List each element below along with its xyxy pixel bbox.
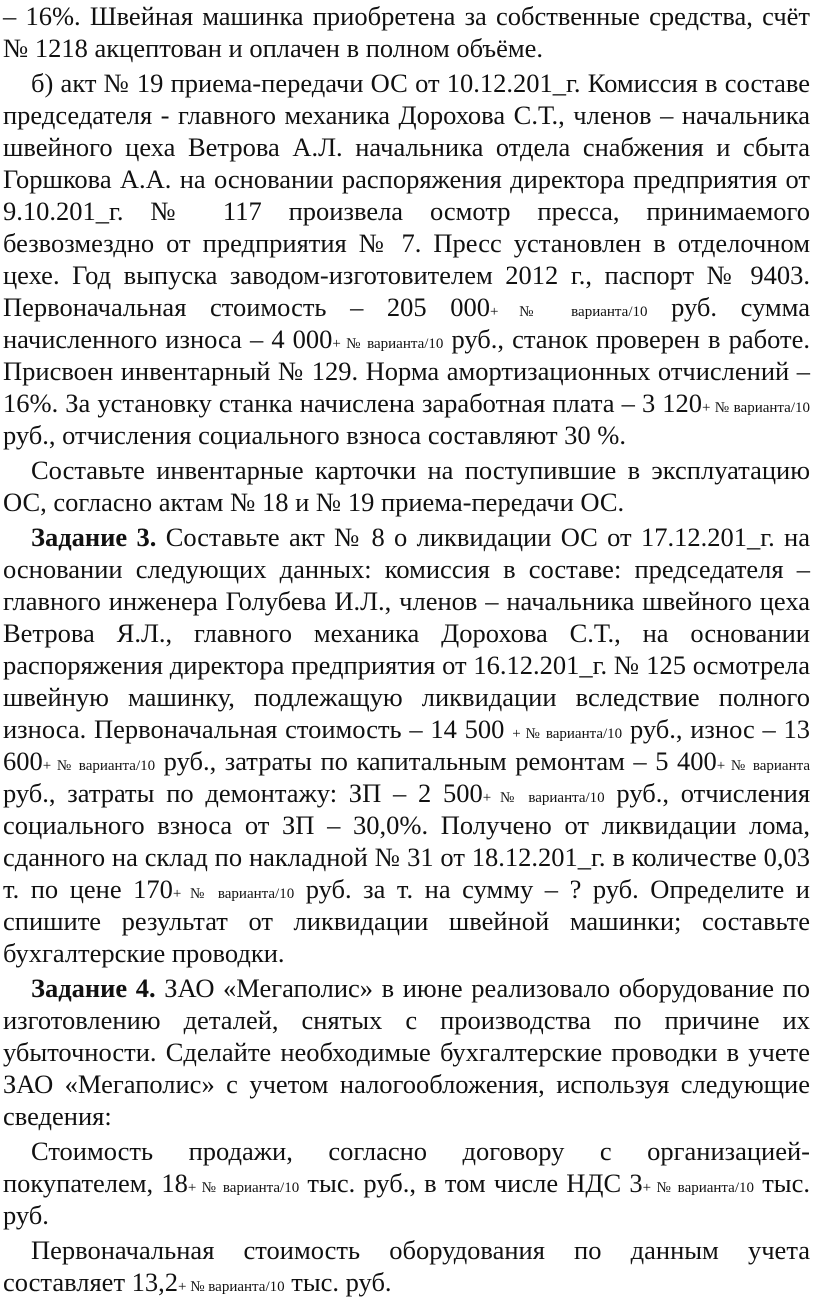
text-run: руб., износ – 13 600 xyxy=(3,714,811,776)
text-run: руб., отчисления социального взноса составляют 30 %. xyxy=(3,420,626,450)
variant-formula: + № варианта/10 xyxy=(482,790,605,806)
paragraph-act-19 xyxy=(3,67,810,451)
paragraph-task-3 xyxy=(3,521,810,969)
variant-formula: + № варианта/10 xyxy=(42,758,156,774)
variant-formula: + № варианта/10 xyxy=(332,336,444,352)
text-run: ЗАО «Мегаполис» в июне реализовало оборудование по изготовлению деталей, снятых с производства по причине их убыточности. Сделайте необходимые бухгалтерские проводки в учете ЗАО «Мегаполис» с учетом налогообложения, используя следующие сведения: xyxy=(3,973,810,1131)
text-run: – 16%. Швейная машинка приобретена за собственные средства, счёт № 1218 акцептован и оплачен в полном объёме. xyxy=(3,1,810,63)
paragraph-task-4 xyxy=(3,972,810,1132)
variant-formula: + № варианта/10 xyxy=(702,400,810,416)
task-heading: Задание 3. xyxy=(31,522,157,552)
text-run: руб. сумма начисленного износа – 4 000 xyxy=(3,292,811,354)
variant-formula: + № варианта/10 xyxy=(172,886,295,902)
paragraph-sale-price xyxy=(3,1135,810,1231)
variant-formula: + № варианта/10 xyxy=(178,1279,285,1295)
text-run: руб., отчисления социального взноса от ЗП – 30,0%. Получено от ликвидации лома, сданного на склад по накладной № 31 от 18.12.201_г. в количестве 0,03 т. по цене 170 xyxy=(3,778,811,904)
text-run: тыс. руб., в том числе НДС 3 xyxy=(299,1168,643,1198)
text-run: тыс. руб. xyxy=(3,1168,810,1230)
text-run: Составьте акт № 8 о ликвидации ОС от 17.12.201_г. на основании следующих данных: комиссия в составе: председателя – главного инженера Голубева И.Л., членов – начальника швейного цеха Ветрова Я.Л., главного механика Дорохова С.Т., на основании распоряжения директора предприятия от 16.12.201_г. № 125 осмотрела швейную машинку, подлежащую ликвидации вследствие полного износа. Первоначальная стоимость – 14 500 xyxy=(3,522,810,744)
text-run: Первоначальная стоимость оборудования по данным учета составляет 13,2 xyxy=(3,1235,810,1297)
variant-formula: + № варианта/10 xyxy=(187,1180,300,1196)
text-run: руб. за т. на сумму – ? руб. Определите и спишите результат от ликвидации швейной машинки; составьте бухгалтерские проводки. xyxy=(3,874,810,968)
variant-formula: + № варианта/10 xyxy=(490,304,648,320)
task-heading: Задание 4. xyxy=(31,973,156,1003)
text-run: руб., затраты по капитальным ремонтам – 5 400 xyxy=(155,746,717,776)
paragraph-cards-task xyxy=(3,454,810,518)
variant-formula: + № варианта/10 xyxy=(642,1180,754,1196)
paragraph-intro-end xyxy=(3,0,810,64)
text-run: Стоимость продажи, согласно договору с организацией-покупателем, 18 xyxy=(3,1136,810,1198)
text-run: руб., станок проверен в работе. Присвоен инвентарный № 129. Норма амортизационных отчислений – 16%. За установку станка начислена заработная плата – 3 120 xyxy=(3,324,810,418)
text-run: руб., затраты по демонтажу: ЗП – 2 500 xyxy=(3,778,483,808)
variant-formula: + № варианта xyxy=(716,758,811,774)
text-run: Составьте инвентарные карточки на поступившие в эксплуатацию ОС, согласно актам № 18 и № 19 приема-передачи ОС. xyxy=(3,455,810,517)
variant-formula: + № варианта/10 xyxy=(512,726,623,742)
text-run: тыс. руб. xyxy=(284,1267,392,1297)
text-run: б) акт № 19 приема-передачи ОС от 10.12.201_г. Комиссия в составе председателя - главного механика Дорохова С.Т., членов – начальника швейного цеха Ветрова А.Л. начальника отдела снабжения и сбыта Горшкова А.А. на основании распоряжения директора предприятия от 9.10.201_г. № 117 произвела осмотр пресса, принимаемого безвозмездно от предприятия № 7. Пресс установлен в отделочном цехе. Год выпуска заводом-изготовителем 2012 г., паспорт № 9403. Первоначальная стоимость – 205 000 xyxy=(3,68,810,322)
paragraph-initial-cost xyxy=(3,1234,810,1298)
